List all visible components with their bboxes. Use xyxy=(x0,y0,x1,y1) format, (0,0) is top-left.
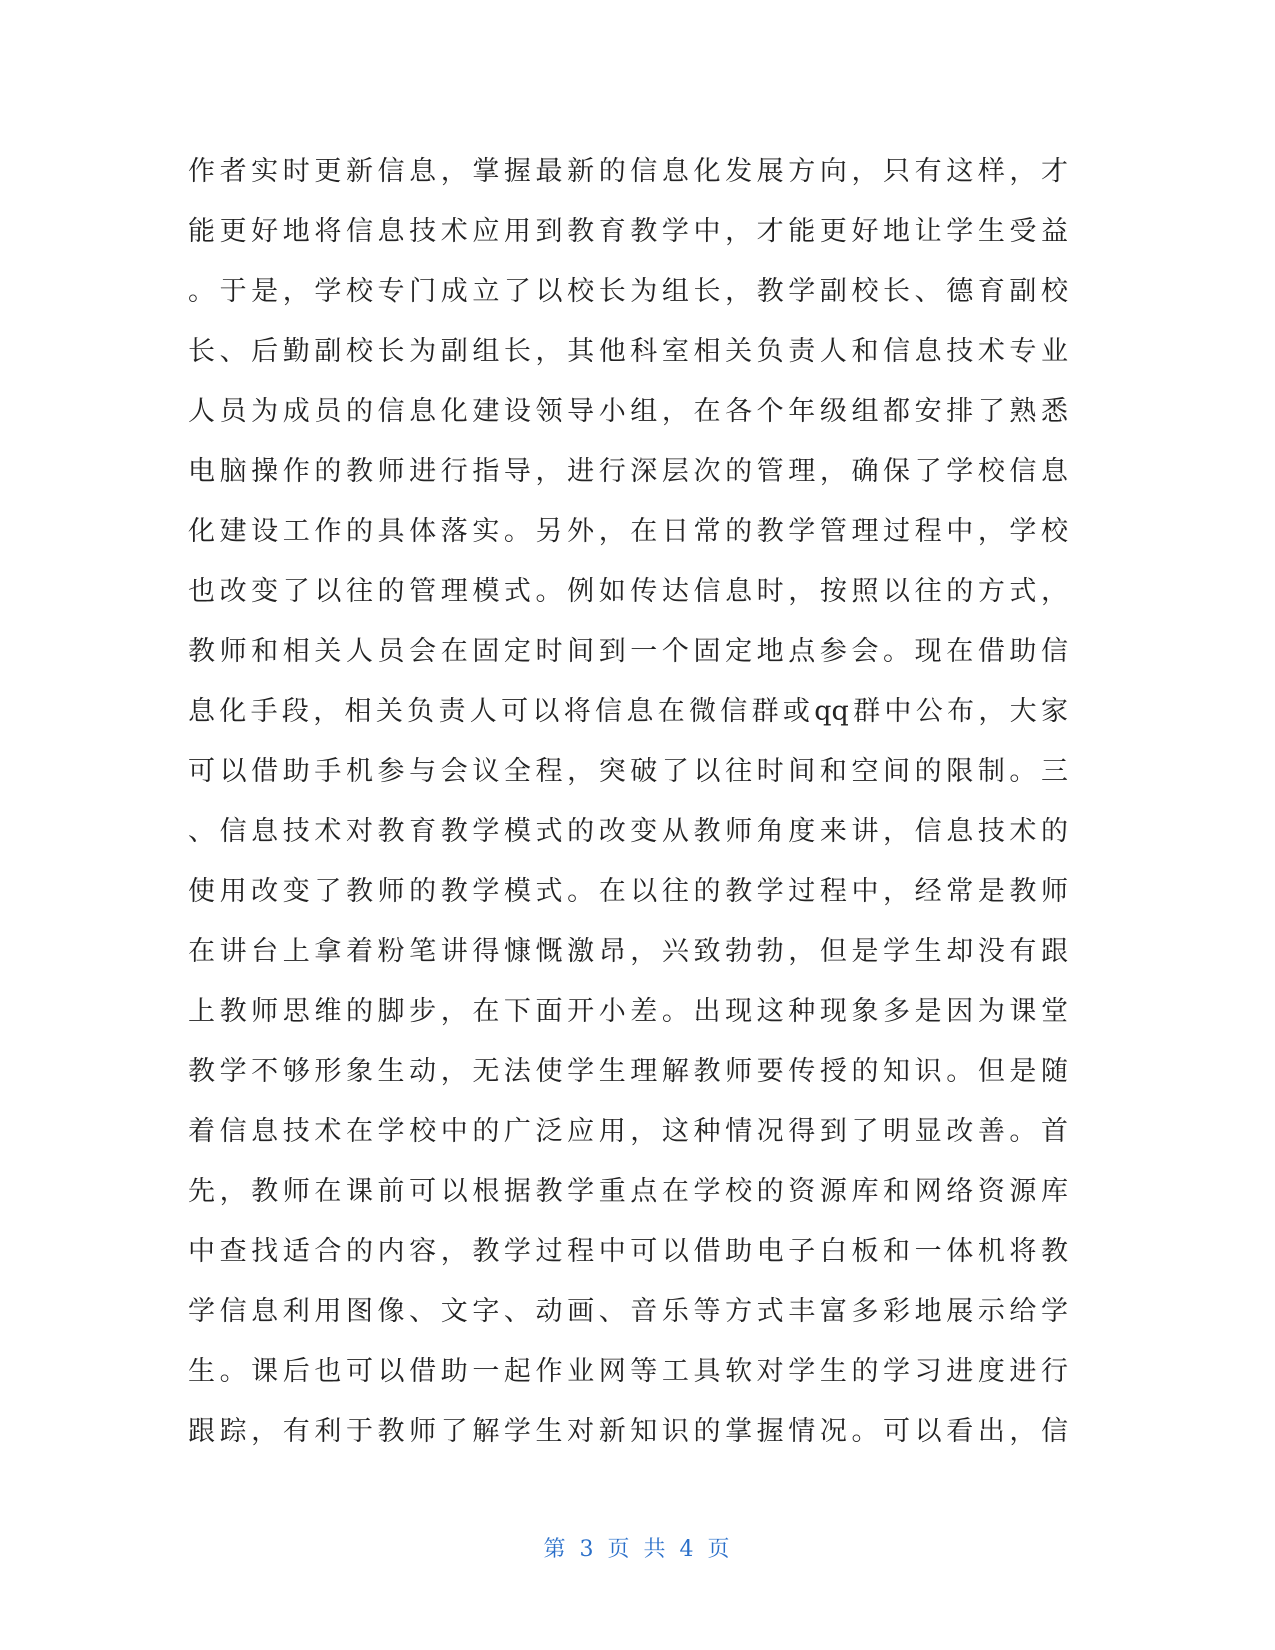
text-line: 跟踪，有利于教师了解学生对新知识的掌握情况。可以看出，信 xyxy=(188,1416,1068,1447)
footer-total-pages: 4 xyxy=(679,1537,696,1562)
text-line: 也改变了以往的管理模式。例如传达信息时，按照以往的方式， xyxy=(188,576,1068,607)
text-line: 能更好地将信息技术应用到教育教学中，才能更好地让学生受益 xyxy=(188,216,1068,247)
footer-total-label: 共 xyxy=(643,1537,668,1562)
text-line: 长、后勤副校长为副组长，其他科室相关负责人和信息技术专业 xyxy=(188,336,1068,367)
footer-page-unit: 页 xyxy=(607,1537,632,1562)
body-text xyxy=(188,142,1068,1462)
text-line: 着信息技术在学校中的广泛应用，这种情况得到了明显改善。首 xyxy=(188,1116,1068,1147)
text-line: 使用改变了教师的教学模式。在以往的教学过程中，经常是教师 xyxy=(188,876,1068,907)
text-line: 作者实时更新信息，掌握最新的信息化发展方向，只有这样，才 xyxy=(188,156,1068,187)
text-line: 上教师思维的脚步，在下面开小差。出现这种现象多是因为课堂 xyxy=(188,996,1068,1027)
page-footer xyxy=(0,1532,1275,1563)
text-line: 教学不够形象生动，无法使学生理解教师要传授的知识。但是随 xyxy=(188,1056,1068,1087)
text-line: 电脑操作的教师进行指导，进行深层次的管理，确保了学校信息 xyxy=(188,456,1068,487)
text-line: 中查找适合的内容，教学过程中可以借助电子白板和一体机将教 xyxy=(188,1236,1068,1267)
text-line: 学信息利用图像、文字、动画、音乐等方式丰富多彩地展示给学 xyxy=(188,1296,1068,1327)
text-line: 。于是，学校专门成立了以校长为组长，教学副校长、德育副校 xyxy=(188,276,1068,307)
text-line: 、信息技术对教育教学模式的改变从教师角度来讲，信息技术的 xyxy=(188,816,1068,847)
text-line: 在讲台上拿着粉笔讲得慷慨激昂，兴致勃勃，但是学生却没有跟 xyxy=(188,936,1068,967)
text-line: 生。课后也可以借助一起作业网等工具软对学生的学习进度进行 xyxy=(188,1356,1068,1387)
text-line: 化建设工作的具体落实。另外，在日常的教学管理过程中，学校 xyxy=(188,516,1068,547)
text-line: 先，教师在课前可以根据教学重点在学校的资源库和网络资源库 xyxy=(188,1176,1068,1207)
text-line: 息化手段，相关负责人可以将信息在微信群或qq群中公布，大家 xyxy=(188,696,1068,727)
footer-total-unit: 页 xyxy=(707,1537,732,1562)
footer-page-label: 第 xyxy=(543,1537,568,1562)
footer-page-number: 3 xyxy=(579,1537,596,1562)
text-line: 教师和相关人员会在固定时间到一个固定地点参会。现在借助信 xyxy=(188,636,1068,667)
text-line: 可以借助手机参与会议全程，突破了以往时间和空间的限制。三 xyxy=(188,756,1068,787)
text-line: 人员为成员的信息化建设领导小组，在各个年级组都安排了熟悉 xyxy=(188,396,1068,427)
